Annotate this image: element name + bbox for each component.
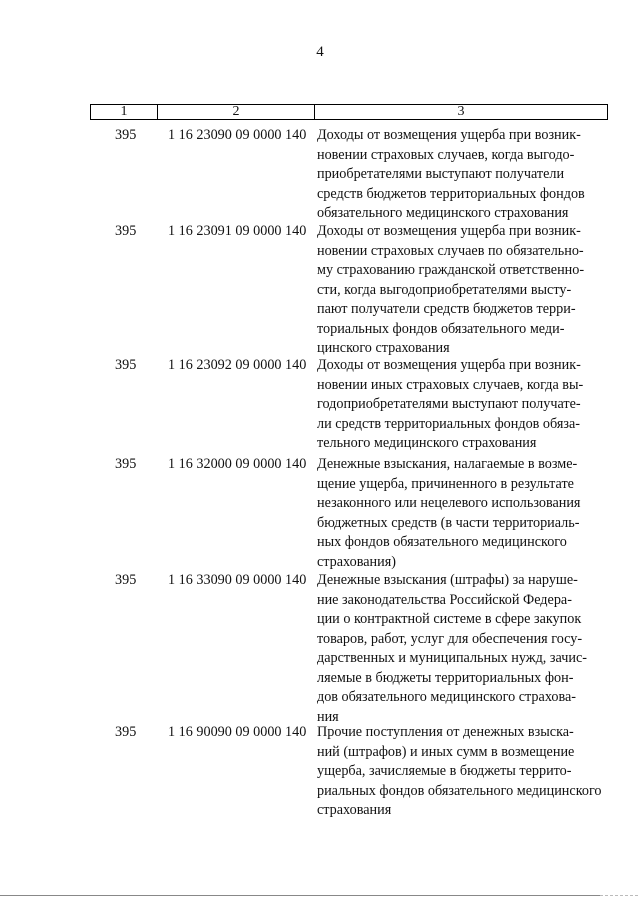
description-line: ния: [317, 708, 339, 725]
description-line: риальных фондов обязательного медицинского: [317, 782, 602, 799]
footer-divider-dashed: [600, 895, 638, 896]
column-header-2: 2: [158, 105, 315, 119]
description-line: новении страховых случаев, когда выгодо-: [317, 146, 575, 163]
description-line: ний (штрафов) и иных сумм в возмещение: [317, 743, 575, 760]
description-cell: [317, 455, 612, 572]
description-line: новении страховых случаев по обязательно-: [317, 242, 584, 259]
description-cell: [317, 356, 612, 454]
description-line: страхования): [317, 553, 396, 570]
column-header-3: 3: [457, 104, 465, 119]
description-line: Доходы от возмещения ущерба при возник-: [317, 357, 581, 373]
description-line: страхования: [317, 802, 392, 818]
description-line: дов обязательного медицинского страхова-: [317, 689, 577, 705]
revenue-code-cell: 1 16 32000 09 0000 140: [168, 456, 307, 472]
admin-code-cell: 395: [115, 724, 137, 740]
revenue-code-cell: 1 16 23092 09 0000 140: [168, 357, 307, 373]
admin-code-cell: 395: [115, 223, 137, 239]
admin-code-cell: 395: [115, 357, 137, 373]
description-cell: [317, 126, 612, 224]
description-line: годоприобретателями выступают получате-: [317, 396, 581, 412]
description-line: дарственных и муниципальных нужд, зачис-: [317, 650, 587, 666]
description-line: новении иных страховых случаев, когда вы-: [317, 376, 584, 393]
description-cell: [317, 222, 612, 359]
description-line: ториальных фондов обязательного меди-: [317, 320, 565, 337]
description-line: ли средств территориальных фондов обяза-: [317, 415, 581, 432]
description-line: незаконного или нецелевого использования: [317, 495, 581, 511]
table-header: [90, 104, 608, 120]
description-line: му страхованию гражданской ответственно-: [317, 262, 585, 278]
description-line: ние законодательства Российской Федера-: [317, 591, 572, 608]
description-line: Доходы от возмещения ущерба при возник-: [317, 223, 581, 239]
description-line: цинского страхования: [317, 340, 450, 356]
description-line: Денежные взыскания, налагаемые в возме-: [317, 456, 578, 472]
description-line: ных фондов обязательного медицинского: [317, 534, 567, 550]
admin-code-cell: 395: [115, 572, 137, 588]
admin-code-cell: 395: [115, 127, 137, 143]
description-line: ции о контрактной системе в сфере закупок: [317, 611, 582, 627]
description-line: приобретателями выступают получатели: [317, 166, 565, 182]
description-line: Прочие поступления от денежных взыска-: [317, 724, 574, 740]
page-number: 4: [316, 44, 324, 60]
revenue-code-cell: 1 16 23090 09 0000 140: [168, 127, 307, 143]
description-line: товаров, работ, услуг для обеспечения госу-: [317, 630, 583, 647]
revenue-code-cell: 1 16 23091 09 0000 140: [168, 223, 307, 239]
description-cell: [317, 571, 612, 727]
description-line: Денежные взыскания (штрафы) за наруше-: [317, 572, 578, 588]
description-line: бюджетных средств (в части территориаль-: [317, 514, 580, 531]
description-line: пают получатели средств бюджетов терри-: [317, 301, 576, 317]
admin-code-cell: 395: [115, 456, 137, 472]
description-line: ляемые в бюджеты территориальных фон-: [317, 669, 574, 686]
description-line: сти, когда выгодоприобретателями высту-: [317, 281, 572, 298]
column-header-1: 1: [91, 105, 158, 119]
description-line: тельного медицинского страхования: [317, 435, 537, 451]
footer-divider: [0, 895, 600, 896]
description-line: ущерба, зачисляемые в бюджеты террито-: [317, 763, 572, 779]
description-line: щение ущерба, причиненного в результате: [317, 475, 574, 492]
revenue-code-cell: 1 16 90090 09 0000 140: [168, 724, 307, 740]
description-cell: [317, 723, 612, 821]
description-line: средств бюджетов территориальных фондов: [317, 185, 585, 202]
description-line: Доходы от возмещения ущерба при возник-: [317, 127, 581, 143]
revenue-code-cell: 1 16 33090 09 0000 140: [168, 572, 307, 588]
description-line: обязательного медицинского страхования: [317, 205, 569, 221]
